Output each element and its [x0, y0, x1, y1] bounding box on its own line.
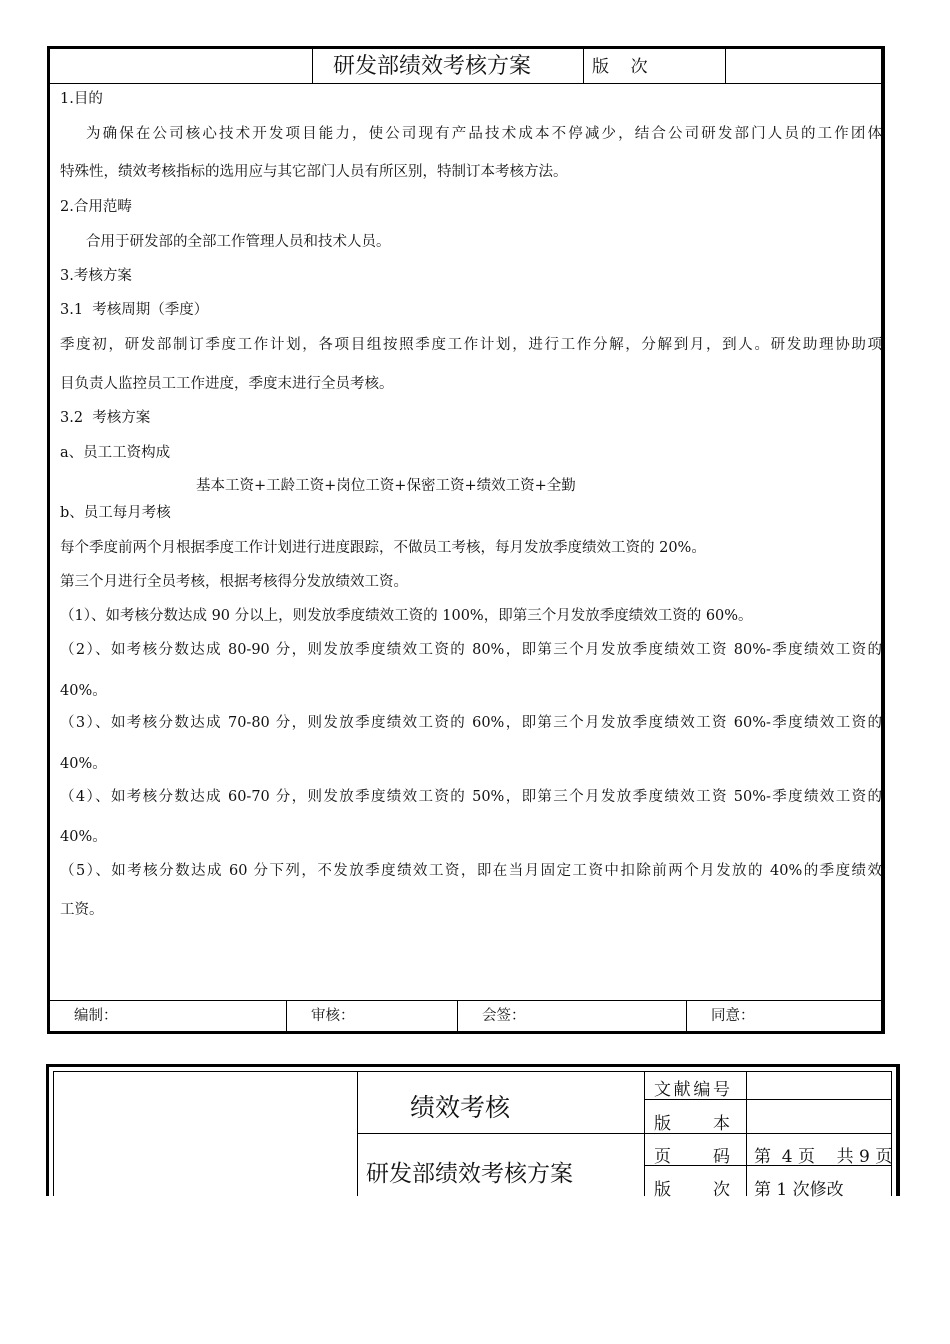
form-header — [50, 49, 881, 84]
rule-2-line-2: 40%。 — [60, 683, 107, 699]
rule-2-line-1: （2）、如考核分数达成 80-90 分，则发放季度绩效工资的 80%，即第三个月发放季度绩效工资 80%-季度绩效工资的 — [60, 642, 882, 658]
salary-formula: 基本工资+工龄工资+岗位工资+保密工资+绩效工资+全勤 — [196, 478, 576, 494]
section-1-heading: 1.目的 — [60, 91, 103, 107]
header-grid — [53, 1071, 893, 1200]
divider — [357, 1133, 891, 1134]
compiled-by-label: 编制： — [50, 1001, 287, 1031]
document-title: 研发部绩效考核方案 — [366, 1161, 573, 1187]
version-label: 版 次 — [584, 49, 726, 83]
page-label: 页 码 — [654, 1147, 730, 1167]
divider — [746, 1072, 747, 1196]
divider — [357, 1072, 358, 1196]
version-value — [726, 49, 884, 83]
revision-label: 版 次 — [654, 1180, 730, 1200]
section-2-paragraph: 合用于研发部的全部工作管理人员和技术人员。 — [86, 234, 391, 250]
document-header-form — [46, 1064, 900, 1200]
section-3-1-line-1: 季度初，研发部制订季度工作计划，各项目组按照季度工作计划，进行工作分解，分解到月，到人。研发助理协助项 — [60, 337, 882, 353]
doc-number-label: 文 献 编 号 — [654, 1080, 730, 1100]
section-3-1-line-2: 目负责人监控员工工作进度，季度末进行全员考核。 — [60, 376, 394, 392]
item-b-line-1: 每个季度前两个月根据季度工作计划进行进度跟踪，不做员工考核，每月发放季度绩效工资的 20%。 — [60, 540, 706, 556]
countersigned-label: 会签： — [458, 1001, 687, 1031]
rule-5-line-1: （5）、如考核分数达成 60 分下列，不发放季度绩效工资，即在当月固定工资中扣除前两个月发放的 40%的季度绩效 — [60, 863, 882, 879]
document-form — [47, 46, 885, 1034]
item-b-line-2: 第三个月进行全员考核，根据考核得分发放绩效工资。 — [60, 574, 408, 590]
revision-value: 第 1 次修改 — [754, 1180, 844, 1200]
section-3-1-heading: 3.1 考核周期（季度） — [60, 302, 209, 318]
section-1-paragraph-line-1: 为确保在公司核心技术开发项目能力，使公司现有产品技术成本不停减少，结合公司研发部门人员的工作团体 — [86, 126, 882, 142]
edition-label: 版 本 — [654, 1114, 730, 1134]
signature-footer — [50, 1000, 881, 1031]
rule-1: （1）、如考核分数达成 90 分以上，则发放季度绩效工资的 100%，即第三个月发放季度绩效工资的 60%。 — [60, 608, 753, 624]
approved-by-label: 同意： — [711, 1008, 755, 1024]
header-blank-cell — [50, 49, 313, 83]
section-3-2-heading: 3.2 考核方案 — [60, 410, 151, 426]
category-title: 绩效考核 — [410, 1093, 511, 1122]
rule-3-line-2: 40%。 — [60, 756, 107, 772]
divider — [644, 1072, 645, 1196]
rule-5-line-2: 工资。 — [60, 902, 104, 918]
item-a-heading: a、员工工资构成 — [60, 445, 171, 461]
section-1-paragraph-line-2: 特殊性，绩效考核指标的选用应与其它部门人员有所区别，特制订本考核方法。 — [60, 164, 568, 180]
reviewed-by-label: 审核： — [287, 1001, 458, 1031]
rule-4-line-2: 40%。 — [60, 829, 107, 845]
item-b-heading: b、员工每月考核 — [60, 505, 171, 521]
rule-3-line-1: （3）、如考核分数达成 70-80 分，则发放季度绩效工资的 60%，即第三个月发放季度绩效工资 60%-季度绩效工资的 — [60, 715, 882, 731]
document-title: 研发部绩效考核方案 — [313, 49, 584, 83]
page-number-value: 第 4 页 共 9 页 — [754, 1147, 893, 1167]
rule-4-line-1: （4）、如考核分数达成 60-70 分，则发放季度绩效工资的 50%，即第三个月发放季度绩效工资 50%-季度绩效工资的 — [60, 789, 882, 805]
section-2-heading: 2.合用范畴 — [60, 199, 132, 215]
section-3-heading: 3.考核方案 — [60, 268, 132, 284]
